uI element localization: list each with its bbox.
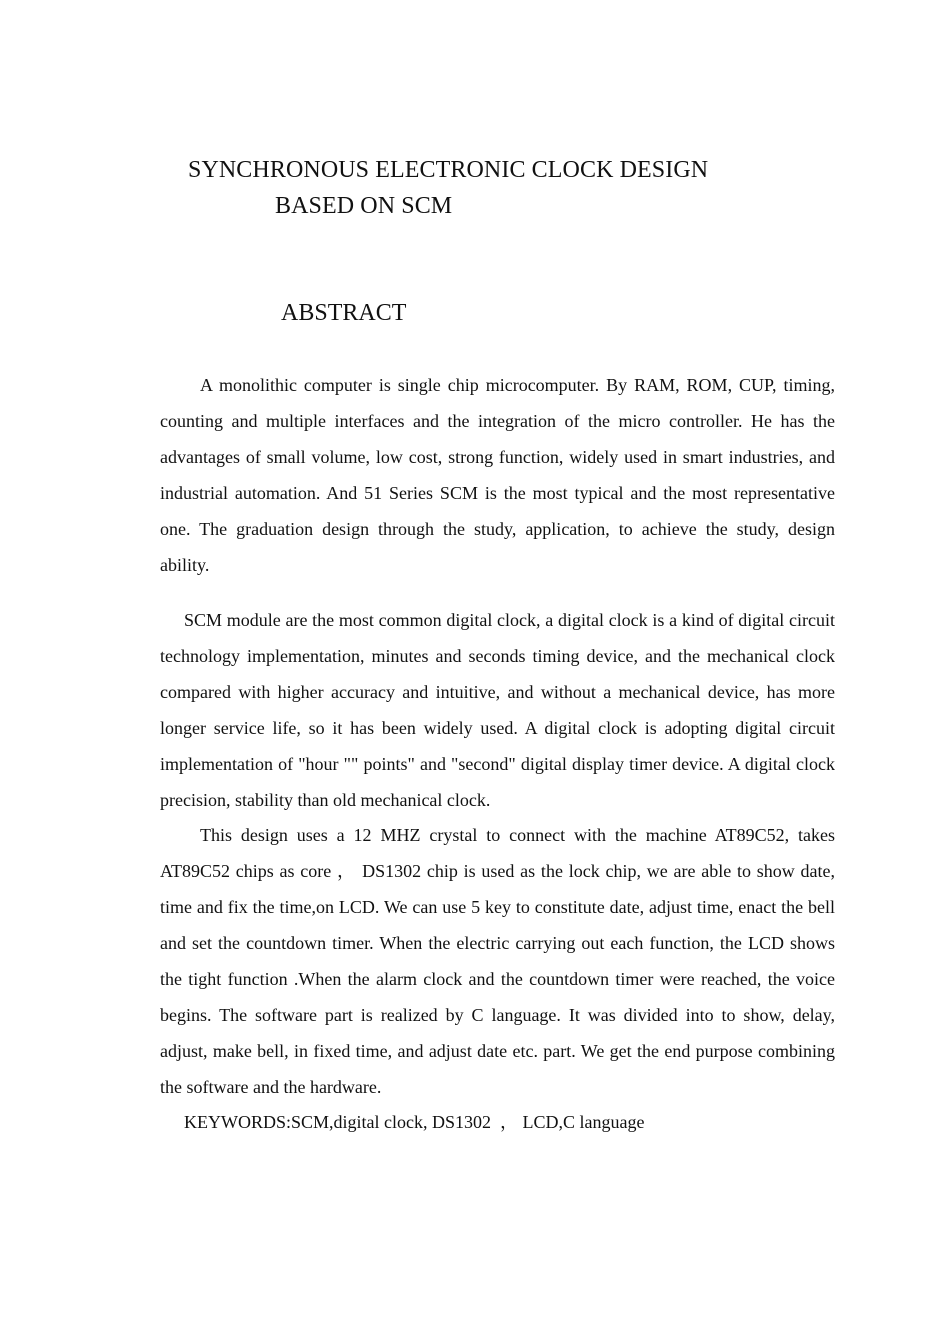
abstract-paragraph-2: SCM module are the most common digital clock, a digital clock is a kind of digital circuit technology implementation, minutes and seconds timing device, and the mechanical clock compared with higher accuracy and intuitive, and without a mechanical device, has more longer service life, so it has been widely used. A digital clock is adopting digital circuit implementation of "hour "" points" and "second" digital display timer device. A digital clock precision, stability than old mechanical clock. [160, 610, 835, 810]
keywords-line: KEYWORDS:SCM,digital clock, DS1302 ， LCD,C language [184, 1112, 645, 1132]
abstract-paragraph-3: This design uses a 12 MHZ crystal to connect with the machine AT89C52, takes AT89C52 chips as core ， DS1302 chip is used as the lock chip, we are able to show date, time and fix the time,on LCD. We can use 5 key to constitute date, adjust time, enact the bell and set the countdown timer. When the electric carrying out each function, the LCD shows the tight function .When the alarm clock and the countdown timer were reached, the voice begins. The software part is realized by C language. It was divided into to show, delay, adjust, make bell, in fixed time, and adjust date etc. part. We get the end purpose combining the software and the hardware. [160, 825, 835, 1097]
abstract-heading: ABSTRACT [281, 300, 407, 326]
abstract-paragraph-1: A monolithic computer is single chip microcomputer. By RAM, ROM, CUP, timing, counting and multiple interfaces and the integration of the micro controller. He has the advantages of small volume, low cost, strong function, widely used in smart industries, and industrial automation. And 51 Series SCM is the most typical and the most representative one. The graduation design through the study, application, to achieve the study, design ability. [160, 375, 835, 575]
title-line-1: SYNCHRONOUS ELECTRONIC CLOCK DESIGN [188, 157, 709, 183]
title-line-2: BASED ON SCM [275, 193, 453, 219]
